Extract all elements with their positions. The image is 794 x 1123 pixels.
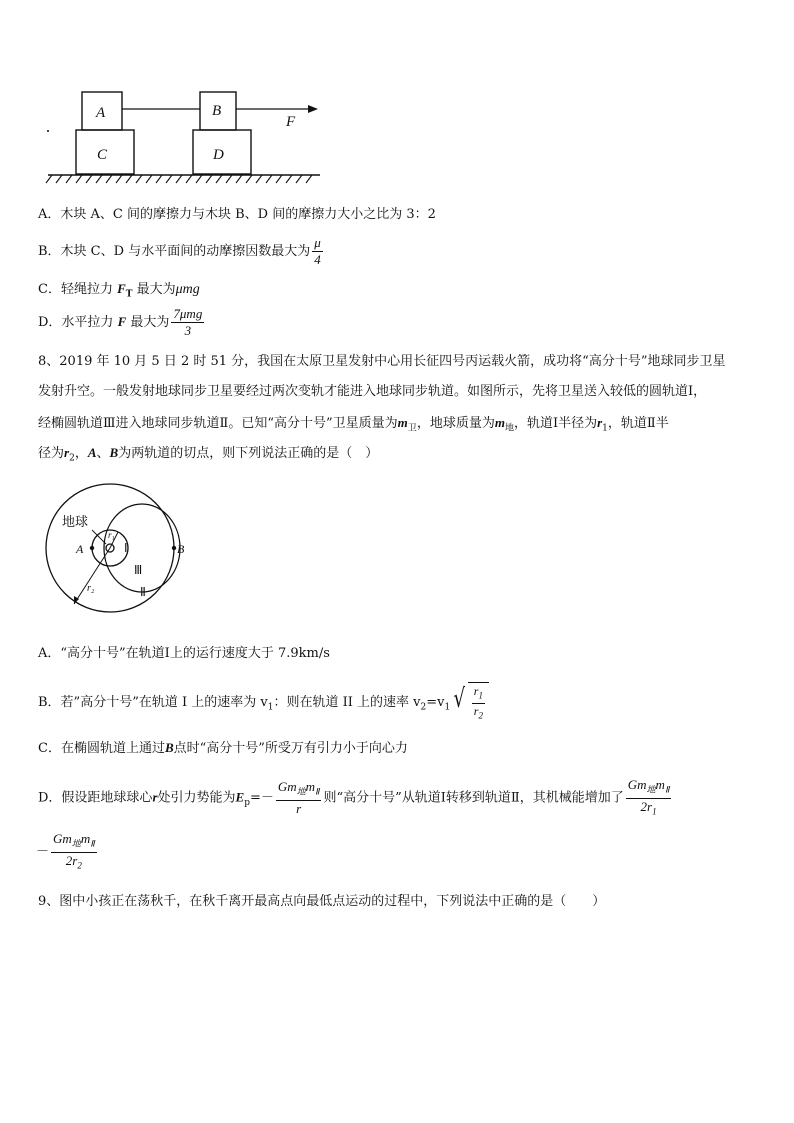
ground-hatch bbox=[46, 175, 312, 183]
q8-option-d-cont bbox=[36, 832, 99, 872]
force-label: F bbox=[286, 114, 296, 130]
q8-d-rest: 则“高分十号”从轨道Ⅰ转移到轨道Ⅱ，其机械能增加了 bbox=[323, 790, 624, 806]
q8-l4g: 为两轨道的切点，则下列说法正确的是（ ） bbox=[118, 446, 379, 461]
q8-l3a: 经椭圆轨道Ⅲ进入地球同步轨道Ⅱ。已知“高分十号”卫星质量为 bbox=[38, 416, 398, 431]
q7-c-text: C．轻绳拉力 bbox=[38, 282, 113, 297]
orbit-i-label: Ⅰ bbox=[124, 541, 128, 555]
q7-d-f: F bbox=[117, 314, 127, 329]
q7-option-b bbox=[38, 236, 325, 267]
q7-d-den: 3 bbox=[184, 323, 192, 338]
q8-l3b-sub: 卫 bbox=[407, 423, 417, 434]
q8-l4b: r bbox=[64, 445, 70, 460]
q7-b-den: 4 bbox=[314, 252, 321, 267]
q8-l3c: ，地球质量为 bbox=[416, 416, 495, 431]
q8-d-mid: 处引力势能为 bbox=[157, 790, 236, 806]
q8-d-num3-m: m bbox=[80, 831, 91, 846]
q8-d-den2: 2r bbox=[640, 798, 653, 814]
q7-d-num: 7μmg bbox=[173, 306, 203, 321]
q8-d-den2-sub: 1 bbox=[652, 806, 657, 817]
q8-stem-line4 bbox=[38, 444, 378, 468]
q8-l3f: r bbox=[597, 415, 603, 430]
q8-b-sqrt bbox=[451, 682, 489, 723]
q8-option-d bbox=[38, 778, 673, 818]
q8-c-rest: 点时“高分十号”所受万有引力小于向心力 bbox=[173, 741, 408, 756]
q8-l3g: ，轨道Ⅱ半 bbox=[607, 416, 669, 431]
q7-option-b-text: B．木块 C、D 与水平面间的动摩擦因数最大为 bbox=[38, 244, 311, 259]
orbit-iii-label: Ⅲ bbox=[134, 563, 143, 577]
orbit-diagram bbox=[38, 482, 198, 614]
q8-d-text: D．假设距地球球心 bbox=[38, 790, 153, 806]
q8-d-num1: Gm bbox=[277, 779, 297, 795]
earth-label: 地球 bbox=[62, 515, 89, 530]
q8-option-b bbox=[38, 682, 489, 723]
q8-stem-line3 bbox=[38, 414, 669, 438]
q7-c-ft: F bbox=[117, 281, 126, 296]
q8-l3b: m bbox=[397, 415, 408, 430]
q8-c-b: B bbox=[164, 740, 174, 755]
q8-d-num1-m: m bbox=[305, 779, 316, 795]
orbit-ii-label: Ⅱ bbox=[140, 585, 146, 599]
q8-d-num2-sub1: 地 bbox=[646, 784, 656, 795]
q8-d-fraction3 bbox=[51, 832, 97, 872]
r2-line bbox=[74, 548, 110, 604]
q8-option-a: A．“高分十号”在轨道Ⅰ上的运行速度大于 7.9km/s bbox=[38, 646, 330, 661]
q7-c-mid: 最大为 bbox=[136, 282, 176, 297]
q8-l3f-sub: 1 bbox=[602, 423, 608, 434]
q8-d-num3-sub2: Ⅱ bbox=[90, 838, 95, 849]
q8-l4a: 径为 bbox=[38, 446, 65, 461]
q7-option-b-fraction bbox=[312, 236, 323, 267]
q8-stem-line1: 8、2019 年 10 月 5 日 2 时 51 分，我国在太原卫星发射中心用长征四号丙运载火箭，成功将“高分十号”地球同步卫星 bbox=[38, 354, 726, 369]
orbit-iii bbox=[104, 504, 180, 592]
q8-d-fraction1 bbox=[276, 780, 322, 816]
q8-d-num2: Gm bbox=[627, 777, 647, 792]
q8-l4d: A bbox=[87, 445, 97, 460]
q9-stem: 9、图中小孩正在荡秋千，在秋千离开最高点向最低点运动的过程中，下列说法中正确的是（ ） bbox=[38, 894, 606, 909]
q8-b-sub2: 2 bbox=[420, 702, 427, 713]
q8-l4f: B bbox=[109, 445, 119, 460]
q8-l3d: m bbox=[494, 415, 505, 430]
q8-d-num1-sub1: 地 bbox=[296, 786, 306, 797]
q8-l4b-sub: 2 bbox=[69, 453, 75, 464]
q8-b-rnum-sub: 1 bbox=[478, 690, 483, 701]
earth-pointer bbox=[92, 530, 106, 544]
r2-label: r₂ bbox=[87, 583, 95, 594]
block-a-label: A bbox=[96, 105, 106, 121]
sqrt-icon: √ bbox=[453, 684, 466, 714]
q8-d-num1-sub2: Ⅱ bbox=[315, 786, 320, 797]
q7-option-d bbox=[38, 307, 206, 338]
q8-l3e: ，轨道Ⅰ半径为 bbox=[513, 416, 598, 431]
q8-option-c bbox=[38, 739, 408, 758]
q8-c-text: C．在椭圆轨道上通过 bbox=[38, 741, 165, 756]
dot-mark bbox=[47, 130, 49, 132]
point-a-label: A bbox=[76, 542, 84, 556]
q8-b-rden-sub: 2 bbox=[478, 710, 483, 721]
q8-stem-line2: 发射升空。一般发射地球同步卫星要经过两次变轨才能进入地球同步轨道。如图所示，先将卫星送入较低的圆轨道Ⅰ， bbox=[38, 384, 707, 399]
q7-option-c bbox=[38, 280, 200, 304]
q8-b-rden: r bbox=[473, 704, 479, 719]
point-a-dot bbox=[90, 546, 94, 550]
q8-d-num2-m: m bbox=[655, 777, 665, 792]
q8-d-ep: E bbox=[235, 789, 245, 805]
q8-b-sub3: 1 bbox=[444, 702, 451, 713]
q8-b-rnum: r bbox=[473, 684, 479, 698]
force-arrowhead bbox=[308, 105, 318, 113]
q8-d-fraction2 bbox=[626, 778, 672, 818]
q8-b-eq: =v bbox=[426, 694, 445, 710]
q7-d-text: D．水平拉力 bbox=[38, 315, 114, 330]
q8-d-eq: =－ bbox=[249, 790, 274, 806]
q7-c-val: μmg bbox=[175, 282, 200, 297]
blocks-diagram bbox=[40, 86, 330, 188]
q8-d-num2-sub2: Ⅱ bbox=[664, 784, 670, 795]
q7-d-mid: 最大为 bbox=[130, 315, 170, 330]
block-c-label: C bbox=[97, 147, 108, 163]
block-b-label: B bbox=[212, 103, 222, 119]
q8-b-sub1: 1 bbox=[267, 702, 274, 713]
q8-d-num3-sub1: 地 bbox=[71, 838, 81, 849]
q8-d-r: r bbox=[152, 789, 158, 805]
r1-label: r₁ bbox=[108, 530, 115, 540]
point-b-label: B bbox=[177, 542, 185, 556]
q8-l4e: 、 bbox=[96, 446, 110, 461]
q7-b-num: μ bbox=[314, 235, 321, 250]
q8-l3d-sub: 地 bbox=[504, 423, 514, 434]
q8-l4c: ， bbox=[74, 446, 88, 461]
q8-d-minus: － bbox=[36, 844, 50, 860]
q8-d-num3: Gm bbox=[53, 831, 72, 846]
q8-d-ep-sub: p bbox=[244, 798, 250, 809]
point-b-dot bbox=[172, 546, 176, 550]
q7-option-a: A．木块 A、C 间的摩擦力与木块 B、D 间的摩擦力大小之比为 3：2 bbox=[38, 207, 436, 222]
q8-b-mid: ：则在轨道 II 上的速率 v bbox=[273, 694, 421, 710]
q8-d-den3-sub: 2 bbox=[77, 860, 82, 871]
q8-b-text: B．若”高分十号”在轨道 I 上的速率为 v bbox=[38, 694, 268, 710]
q7-d-fraction bbox=[171, 307, 204, 338]
q8-d-den1: r bbox=[296, 800, 302, 816]
q8-d-den3: 2r bbox=[65, 852, 78, 868]
block-d-label: D bbox=[213, 147, 224, 163]
q7-c-ft-sub: T bbox=[125, 289, 133, 300]
q8-b-ratio bbox=[472, 685, 485, 723]
